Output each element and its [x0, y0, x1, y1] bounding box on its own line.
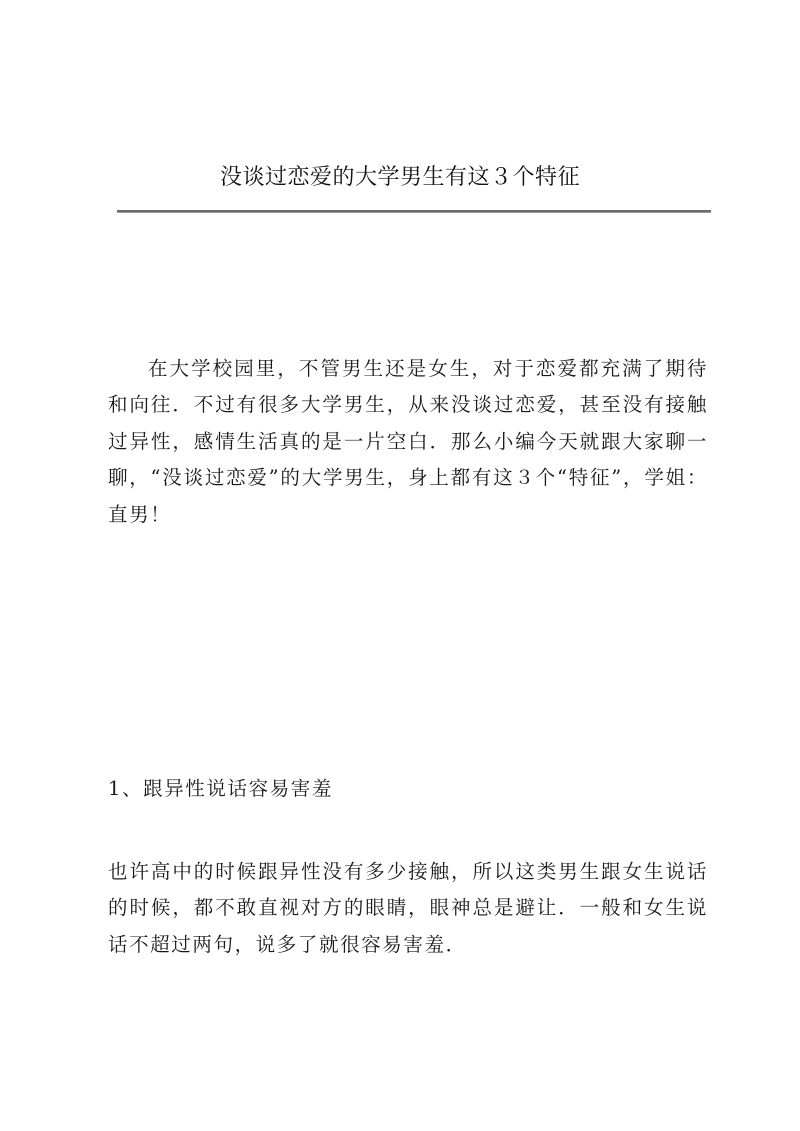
section-heading-1: 1、跟异性说话容易害羞 [108, 777, 334, 800]
intro-paragraph: 在大学校园里，不管男生还是女生，对于恋爱都充满了期待和向往．不过有很多大学男生，从来没谈过恋爱，甚至没有接触过异性，感情生活真的是一片空白．那么小编今天就跟大家聊一聊，“没谈过恋爱”的大学男生，身上都有这３个“特征”，学姐：直男！ [108, 357, 708, 526]
section-body-1: 也许高中的时候跟异性没有多少接触，所以这类男生跟女生说话的时候，都不敢直视对方的眼睛，眼神总是避让．一般和女生说话不超过两句，说多了就很容易害羞． [108, 860, 708, 956]
document-title: 没谈过恋爱的大学男生有这３个特征 [219, 165, 580, 190]
title-underline-divider [117, 210, 711, 213]
